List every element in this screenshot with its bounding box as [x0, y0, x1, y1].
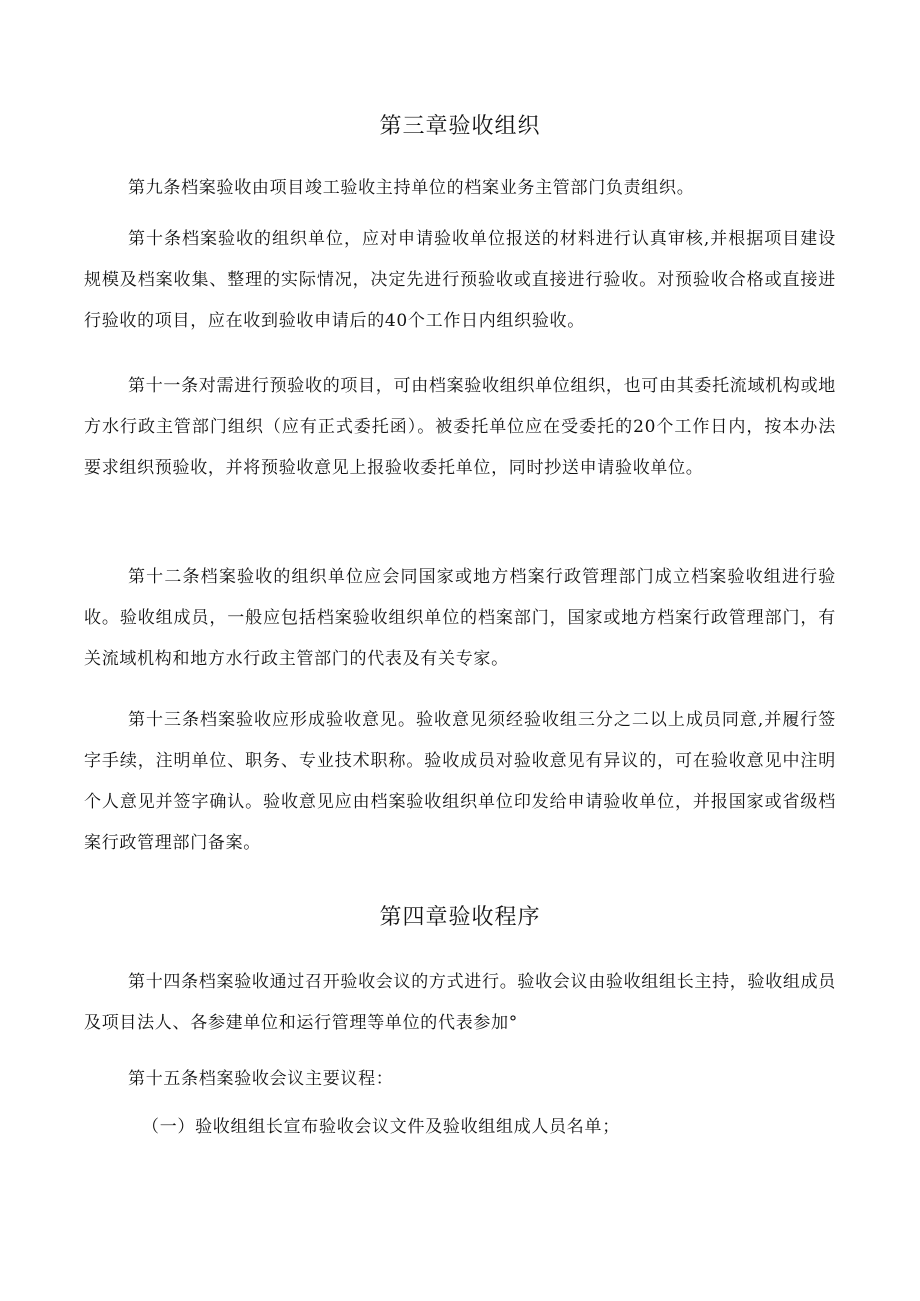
article-10: 第十条档案验收的组织单位，应对申请验收单位报送的材料进行认真审核,并根据项目建设规模及档案收集、整理的实际情况，决定先进行预验收或直接进行验收。对预验收合格或直接进行验收的项目，应在收到验收申请后的40个工作日内组织验收。: [84, 229, 836, 331]
article-12: 第十二条档案验收的组织单位应会同国家或地方档案行政管理部门成立档案验收组进行验收。验收组成员，一般应包括档案验收组织单位的档案部门，国家或地方档案行政管理部门，有关流域机构和地方水行政主管部门的代表及有关专家。: [84, 567, 836, 669]
article-11: 第十一条对需进行预验收的项目，可由档案验收组织单位组织，也可由其委托流域机构或地方水行政主管部门组织（应有正式委托函）。被委托单位应在受委托的20个工作日内，按本办法要求组织预验收，并将预验收意见上报验收委托单位，同时抄送申请验收单位。: [84, 376, 836, 478]
chapter-3-title: 第三章验收组织: [379, 114, 541, 139]
article-13: 第十三条档案验收应形成验收意见。验收意见须经验收组三分之二以上成员同意,并履行签字手续，注明单位、职务、专业技术职称。验收成员对验收意见有异议的，可在验收意见中注明个人意见并签字确认。验收意见应由档案验收组织单位印发给申请验收单位，并报国家或省级档案行政管理部门备案。: [84, 710, 836, 853]
article-14: 第十四条档案验收通过召开验收会议的方式进行。验收会议由验收组组长主持，验收组成员及项目法人、各参建单位和运行管理等单位的代表参加°: [84, 972, 836, 1033]
chapter-4-title: 第四章验收程序: [379, 905, 541, 930]
article-9: 第九条档案验收由项目竣工验收主持单位的档案业务主管部门负责组织。: [128, 178, 695, 198]
article-15: 第十五条档案验收会议主要议程：: [128, 1069, 394, 1089]
agenda-item-1: （一）验收组组长宣布验收会议文件及验收组组成人员名单；: [142, 1117, 620, 1137]
